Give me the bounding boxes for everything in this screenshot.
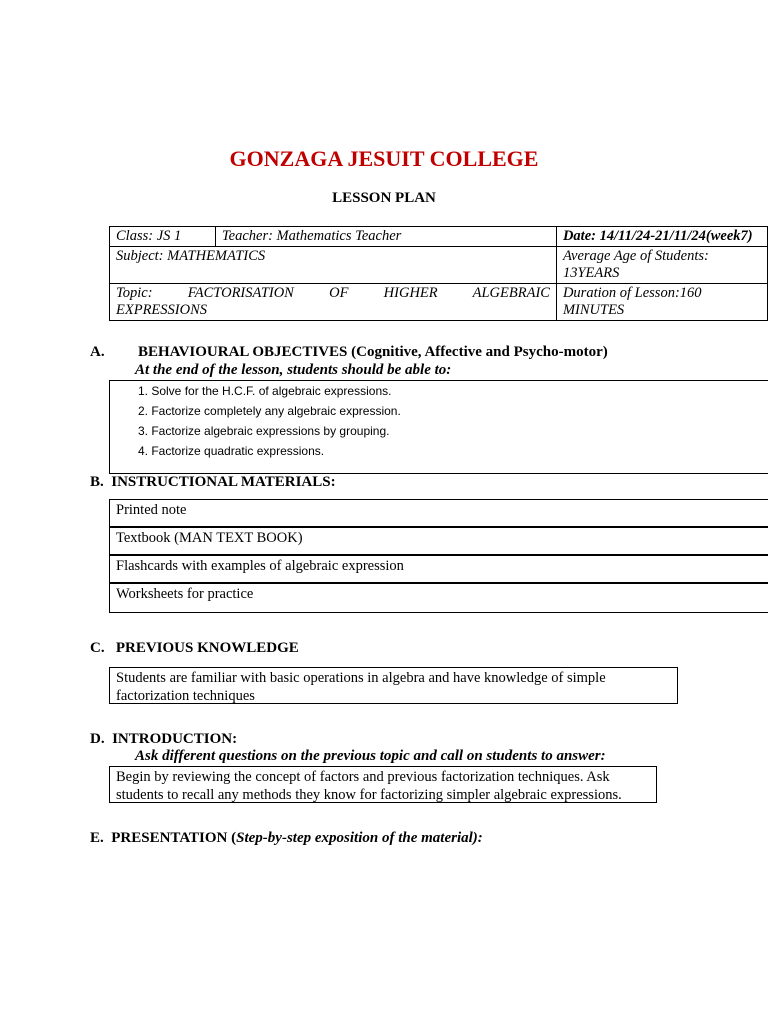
teacher-cell: Teacher: Mathematics Teacher [215, 227, 556, 247]
duration-unit: MINUTES [562, 302, 625, 318]
objective-item: 3. Factorize algebraic expressions by grouping. [138, 424, 390, 438]
subject-cell: Subject: MATHEMATICS [110, 247, 557, 284]
section-d-title: D. INTRODUCTION: [90, 731, 238, 747]
college-title: GONZAGA JESUIT COLLEGE [229, 146, 539, 171]
section-e-title-italic: Step-by-step exposition of the material): [236, 830, 483, 846]
material-row: Worksheets for practice [109, 583, 768, 613]
age-cell [556, 247, 767, 284]
objectives-box [109, 380, 768, 474]
age-label: Average Age of Students: [562, 248, 709, 264]
lesson-info-table [109, 226, 768, 321]
section-d-intro: Ask different questions on the previous topic and call on students to answer: [135, 748, 606, 764]
section-e-title-text: E. PRESENTATION ( [90, 830, 237, 846]
duration-cell [556, 284, 767, 321]
age-value: 13YEARS [562, 265, 620, 281]
objective-item: 1. Solve for the H.C.F. of algebraic expressions. [138, 384, 392, 398]
section-e-title [90, 830, 483, 847]
objective-item: 2. Factorize completely any algebraic expression. [138, 404, 401, 418]
topic-label: Topic: FACTORISATION OF HIGHER ALGEBRAIC [116, 285, 550, 301]
section-a-title: BEHAVIOURAL OBJECTIVES (Cognitive, Affective and Psycho-motor) [138, 344, 608, 360]
previous-knowledge-box: Students are familiar with basic operations in algebra and have knowledge of simple factorization techniques [109, 667, 678, 704]
duration-label: Duration of Lesson:160 [562, 285, 702, 301]
objective-item: 4. Factorize quadratic expressions. [138, 444, 325, 458]
topic-continued: EXPRESSIONS [116, 302, 208, 318]
document-type: LESSON PLAN [332, 190, 436, 206]
section-b-title: B. INSTRUCTIONAL MATERIALS: [90, 474, 336, 490]
section-a-intro: At the end of the lesson, students should be able to: [135, 362, 452, 378]
material-row: Textbook (MAN TEXT BOOK) [109, 527, 768, 555]
introduction-box: Begin by reviewing the concept of factors and previous factorization techniques. Ask students to recall any methods they know for factorizing simpler algebraic expressions. [109, 766, 657, 803]
material-row: Flashcards with examples of algebraic expression [109, 555, 768, 583]
date-text: Date: 14/11/24-21/11/24(week7) [562, 228, 753, 244]
topic-cell [110, 284, 557, 321]
date-cell [556, 227, 767, 247]
section-a-letter: A. [90, 344, 105, 360]
class-cell: Class: JS 1 [110, 227, 216, 247]
section-c-title: C. PREVIOUS KNOWLEDGE [90, 640, 299, 656]
material-row: Printed note [109, 499, 768, 527]
